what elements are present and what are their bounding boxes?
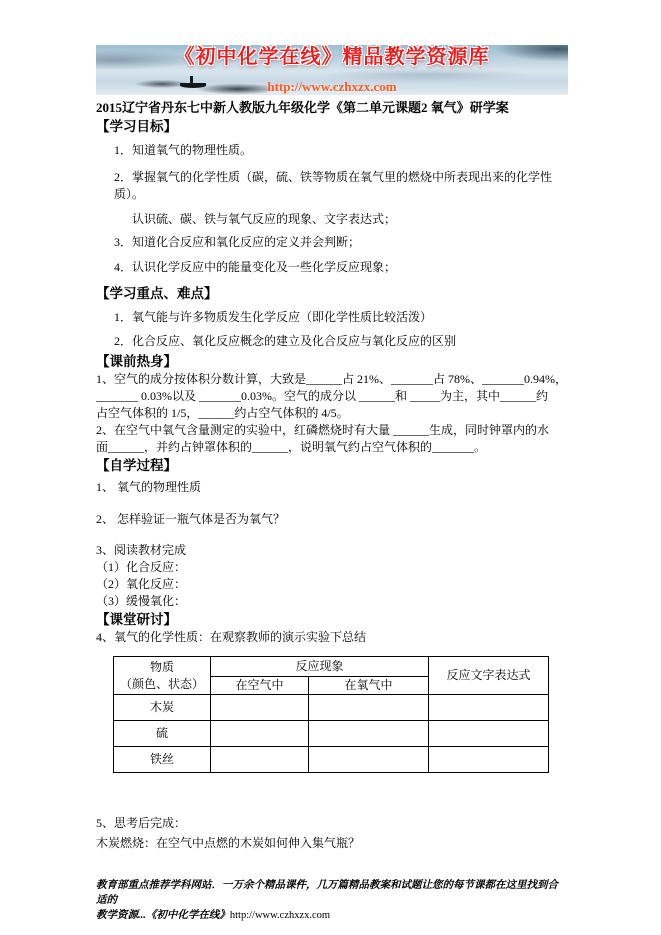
goal-item-4: 4．认识化学反应中的能量变化及一些化学反应现象； — [114, 260, 397, 274]
table-row-sulfur — [114, 721, 549, 747]
section-header-discussion: 【课堂研讨】 — [96, 612, 177, 627]
warmup-q1-line1: 1、空气的成分按体积分数计算，大致是______占 21%、_______占 78%、_______0.94%， — [96, 372, 567, 386]
footer-line-2: 教学资源...《初中化学在线》http://www.czhxzx.com — [96, 910, 331, 921]
goal-item-2: 2．掌握氧气的化学性质（碳，硫、铁等物质在氧气里的燃烧中所表现出来的化学性质）。 — [114, 170, 553, 201]
empty-cell — [429, 695, 549, 721]
empty-cell — [309, 747, 429, 773]
table-subheader-in-oxygen: 在氧气中 — [309, 677, 429, 695]
self-study-item-3: 3、阅读教材完成 — [96, 543, 187, 557]
discussion-item-5: 5、思考后完成： — [96, 816, 187, 830]
section-header-self-study: 【自学过程】 — [96, 458, 177, 473]
banner-title: 《初中化学在线》精品教学资源库 — [174, 46, 490, 68]
footer-url: http://www.czhxzx.com — [229, 910, 331, 921]
site-banner-image — [96, 45, 568, 95]
goal-item-3: 3．知道化合反应和氧化反应的定义并会判断； — [114, 235, 361, 249]
warmup-q1-line3: 占空气体积的 1/5，______约占空气体积的 4/5。 — [96, 406, 349, 420]
table-header-expression: 反应文字表达式 — [429, 657, 549, 695]
table-row-iron-wire — [114, 747, 549, 773]
table-row-charcoal — [114, 695, 549, 721]
empty-cell — [309, 695, 429, 721]
empty-cell — [429, 721, 549, 747]
self-study-item-2: 2、 怎样验证一瓶气体是否为氧气？ — [96, 512, 286, 526]
table-subheader-in-air: 在空气中 — [211, 677, 309, 695]
section-header-learning-goals: 【学习目标】 — [96, 119, 177, 134]
goal-item-1: 1．知道氧气的物理性质。 — [114, 143, 253, 157]
warmup-q2-line2: 面______，并约占钟罩体积的______，说明氧气约占空气体积的_______。 — [96, 440, 487, 454]
substance-cell: 木炭 — [114, 695, 211, 721]
key-point-1: 1．氧气能与许多物质发生化学反应（即化学性质比较活泼） — [114, 310, 433, 324]
table-header-substance: 物质 （颜色、状态） — [114, 657, 211, 695]
empty-cell — [309, 721, 429, 747]
section-header-key-points: 【学习重点、难点】 — [96, 286, 218, 301]
discussion-item-5-question: 木炭燃烧：在空气中点燃的木炭如何伸入集气瓶？ — [96, 836, 361, 850]
warmup-q2-line1: 2、在空气中氧气含量测定的实验中，红磷燃烧时有大量 ______生成，同时钟罩内的水 — [96, 423, 550, 437]
banner-url: http://www.czhxzx.com — [267, 79, 397, 94]
goal-item-2-sub: 认识硫、碳、铁与氧气反应的现象、文字表达式； — [132, 212, 397, 226]
empty-cell — [211, 721, 309, 747]
substance-cell: 铁丝 — [114, 747, 211, 773]
key-point-2: 2．化合反应、氧化反应概念的建立及化合反应与氧化反应的区别 — [114, 334, 457, 348]
section-header-warmup: 【课前热身】 — [96, 354, 177, 369]
self-study-item-3-2: （2）氧化反应： — [96, 577, 187, 591]
footer-promo-text — [96, 878, 568, 923]
self-study-item-3-1: （1）化合反应： — [96, 560, 187, 574]
document-title: 2015辽宁省丹东七中新人教版九年级化学《第二单元课题2 氧气》研学案 — [96, 100, 509, 115]
substance-cell: 硫 — [114, 721, 211, 747]
empty-cell — [211, 747, 309, 773]
warmup-q1-line2: _______ 0.03%以及 _______0.03%。空气的成分以 ______和 _____为主，其中______约 — [96, 389, 548, 403]
self-study-item-3-3: （3）缓慢氧化： — [96, 594, 187, 608]
experiment-observation-table — [113, 656, 549, 773]
footer-line-1: 教育部重点推荐学科网站．一万余个精品课件，几万篇精品教案和试题让您的每节课都在这里找到合适的 — [96, 880, 558, 906]
table-header-phenomenon: 反应现象 — [211, 657, 429, 677]
self-study-item-1: 1、 氧气的物理性质 — [96, 480, 202, 494]
empty-cell — [211, 695, 309, 721]
empty-cell — [429, 747, 549, 773]
discussion-item-4: 4、氧气的化学性质：在观察教师的演示实验下总结 — [96, 630, 367, 644]
